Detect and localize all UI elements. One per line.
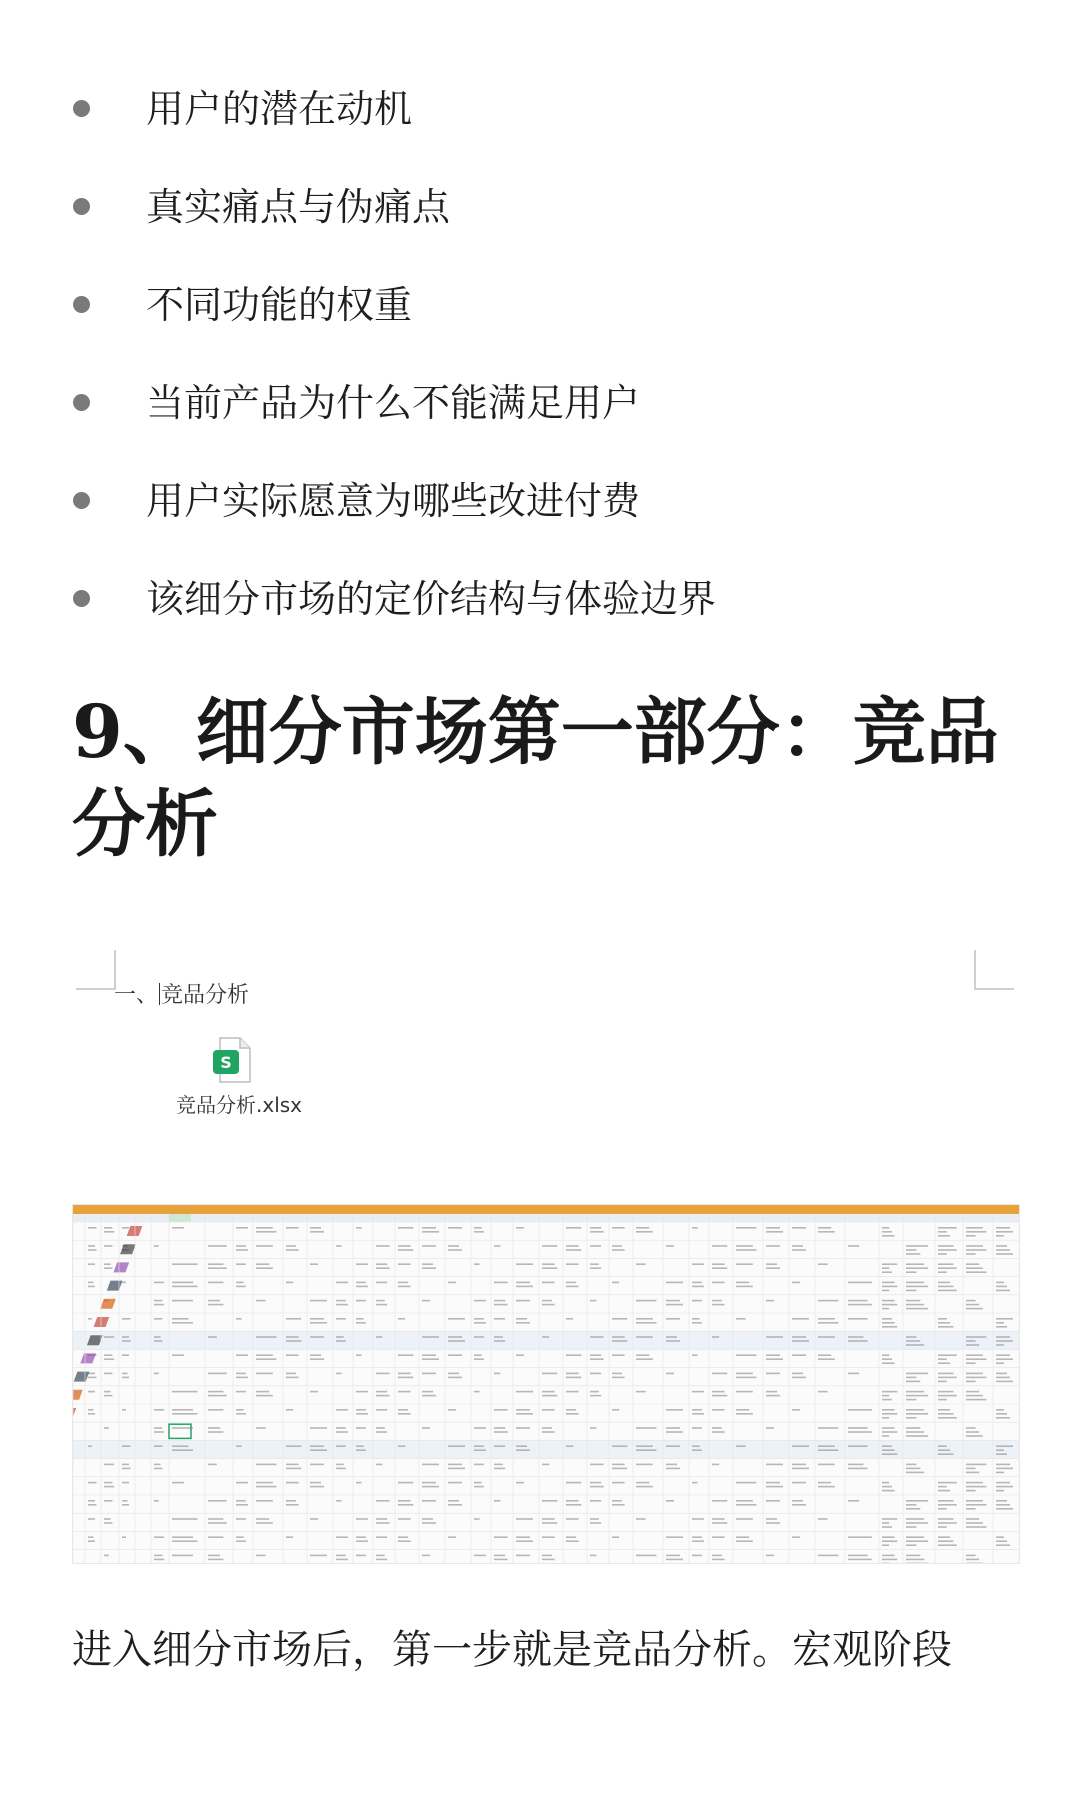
section-prefix: 一、 <box>114 983 159 1008</box>
file-icon-letter: S <box>220 1053 232 1072</box>
bullet-dot <box>73 100 90 117</box>
bullet-text: 当前产品为什么不能满足用户 <box>146 381 641 425</box>
list-item <box>0 454 1080 552</box>
section-heading: 9、细分市场第一部分：竞品分析 <box>72 689 999 867</box>
list-item <box>0 258 1080 356</box>
bullet-dot <box>73 296 90 313</box>
list-item <box>0 62 1080 160</box>
page-corner-mark <box>76 950 116 990</box>
bullet-dot <box>73 492 90 509</box>
bullet-dot <box>73 590 90 607</box>
list-item <box>0 552 1080 650</box>
bullet-list <box>0 62 1080 650</box>
file-name-label[interactable]: 竞品分析.xlsx <box>176 1093 303 1117</box>
text-cursor <box>159 983 160 1005</box>
doc-section-line <box>114 982 249 1010</box>
bullet-text: 用户的潜在动机 <box>146 87 413 131</box>
bullet-text: 用户实际愿意为哪些改进付费 <box>146 479 641 523</box>
list-item <box>0 356 1080 454</box>
spreadsheet-file-icon[interactable] <box>212 1036 252 1084</box>
spreadsheet-thumbnail <box>72 1204 1020 1564</box>
spreadsheet-grid <box>73 1205 1019 1563</box>
bullet-text: 该细分市场的定价结构与体验边界 <box>146 577 717 621</box>
page-corner-mark <box>974 950 1014 990</box>
section-title: 竞品分析 <box>161 983 250 1008</box>
bullet-dot <box>73 394 90 411</box>
bullet-text: 真实痛点与伪痛点 <box>146 185 451 229</box>
body-paragraph: 进入细分市场后，第一步就是竞品分析。宏观阶段 <box>72 1627 952 1673</box>
bullet-dot <box>73 198 90 215</box>
document-snippet <box>72 950 1018 1140</box>
bullet-text: 不同功能的权重 <box>146 283 413 327</box>
list-item <box>0 160 1080 258</box>
